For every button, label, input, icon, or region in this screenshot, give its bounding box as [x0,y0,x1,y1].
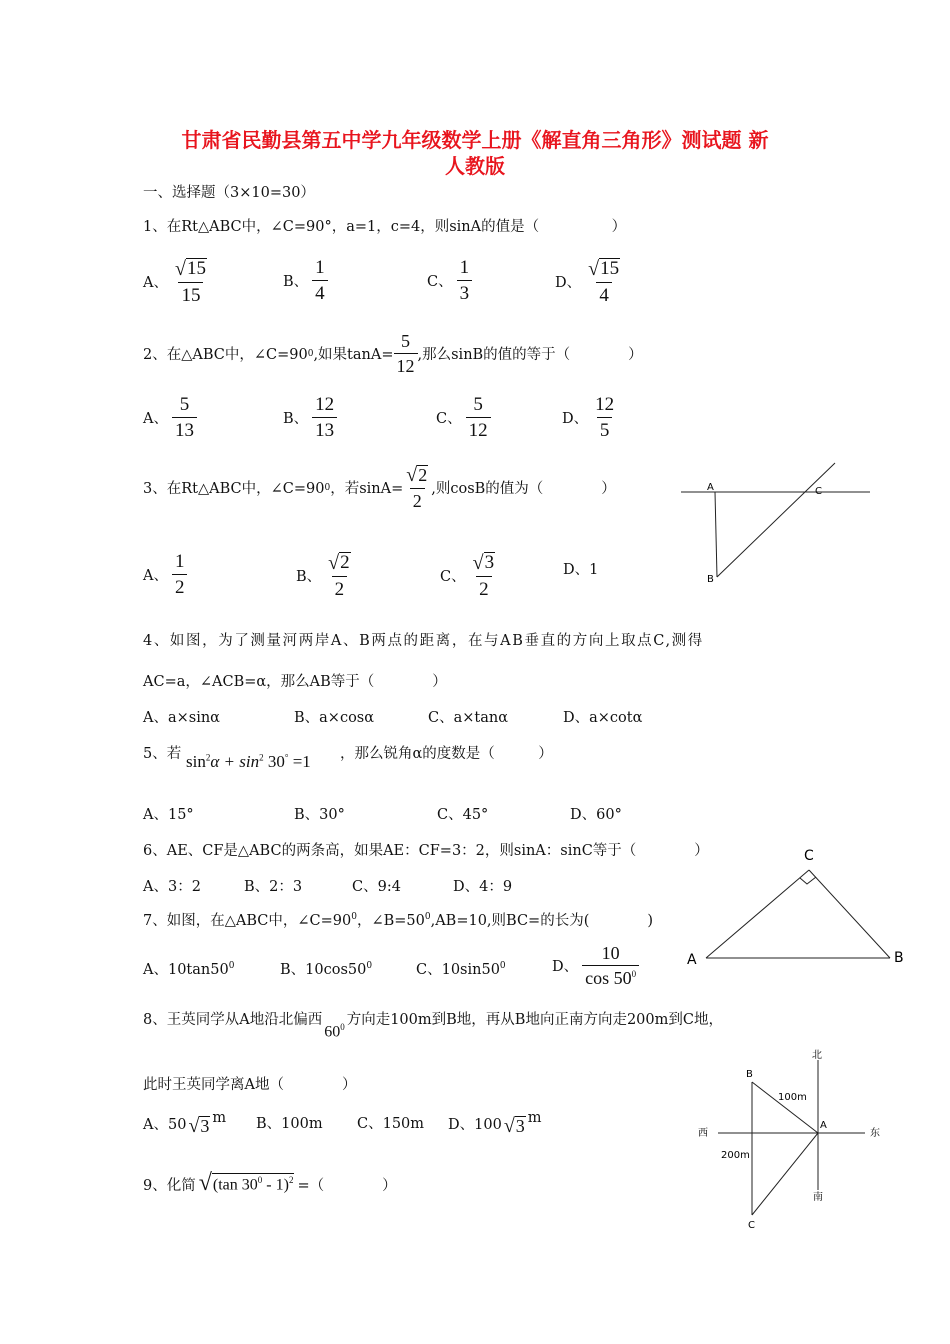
point-c-label: C [815,486,822,497]
q8-figure [690,1040,890,1235]
question-1: 1、在Rt△ABC中，∠C=90°，a=1，c=4，则sinA的值是（ ） [143,219,627,235]
point-b-label: B [707,574,714,585]
question-4-line1: 4、如图，为了测量河两岸A、B两点的距离，在与AB垂直的方向上取点C,测得 [143,633,704,649]
segment-bc [717,463,835,577]
point-a-label: A [820,1120,827,1131]
q3-option-d: D、1 [563,562,599,578]
q5-option-a: A、15° [143,807,194,823]
q5-option-d: D、60° [570,807,622,823]
segment-ab [715,492,717,577]
q1-option-b: B、 $\frac{1}{4}$ [283,258,328,303]
q7-option-a: A、$10\tan 50^0$ [143,961,235,978]
question-8-line2: 此时王英同学离A地（ ） [143,1077,357,1093]
q8-option-d: D、100 √ 3 m [448,1110,542,1137]
q5-option-c: C、45° [437,807,489,823]
q7-option-c: C、$10\sin 50^0$ [416,961,506,978]
question-6: 6、AE、CF是△ABC的两条高，如果AE：CF=3：2，则sinA：sinC等于（ ） [143,843,709,859]
q6-option-a: A、3：2 [143,879,201,895]
question-5-suffix: ，那么锐角α的度数是（ ） [340,746,553,762]
point-b-label: B [746,1069,753,1080]
east-label: 东 [870,1128,880,1139]
q3-option-a: A、 $\frac{1}{2}$ [143,552,187,597]
q6-option-d: D、4：9 [453,879,513,895]
distance-200m-label: 200m [721,1150,750,1161]
q7-option-b: B、$10\cos 50^0$ [280,961,373,978]
question-5-prefix: 5、若 [143,746,182,762]
q8-option-b: B、100m [256,1116,323,1132]
question-4-line2: AC=a，∠ACB=α，那么AB等于（ ） [143,674,447,690]
point-c-label: C [804,848,814,864]
q4-option-d: D、a×cotα [563,710,643,726]
question-2: 2、在△ABC中，∠C=90 0 ,如果tanA= $\frac{5}{12}$ ,那么sinB的值的等于（ ） [143,331,643,376]
point-a-label: A [687,952,697,968]
distance-100m-label: 100m [778,1092,807,1103]
q6-option-b: B、2：3 [244,879,303,895]
south-label: 南 [813,1192,823,1203]
question-9: 9、化简 √ (tan $30^0 - 1)^2$ =（ ） [143,1169,397,1196]
q3-option-c: C、 √ 3 2 [440,551,495,600]
q1-option-a: A、 √ 15 15 [143,257,206,306]
question-8-line1: 8、王英同学从A地沿北偏西$60^0$ 方向走100m到B地，再从B地向正南方向走200m到C地， [143,1012,723,1040]
q2-option-c: C、 $\frac{5}{12}$ [436,395,491,440]
question-7: 7、如图，在△ABC中，$\angle C=90^0$，$\angle B=50^0,AB=10$,则BC=的长为( ) [143,912,654,929]
q8-option-a: A、50 √ 3 m [143,1110,227,1137]
segment-cb [809,870,890,958]
q4-option-c: C、a×tanα [428,710,508,726]
right-angle-mark [800,877,816,884]
segment-ac [706,870,809,958]
q8-option-c: C、150m [357,1116,425,1132]
q1-option-d: D、 √ 15 4 [555,257,620,306]
q1-option-c: C、 $\frac{1}{3}$ [427,258,472,303]
q3-figure [675,455,875,590]
q5-formula: $\sin^2\alpha + \sin^2 30^\circ =1$ [186,752,311,771]
page-title-line2: 人教版 [445,154,505,178]
q5-option-b: B、30° [294,807,345,823]
q7-figure [680,842,910,970]
q6-option-c: C、9:4 [352,879,401,895]
q7-option-d: D、 $\frac{10}{\cos 50^0}$ [552,944,639,987]
north-label: 北 [812,1050,822,1061]
q2-option-b: B、 $\frac{12}{13}$ [283,395,337,440]
page-title: 甘肃省民勤县第五中学九年级数学上册《解直角三角形》测试题 新 [181,128,769,152]
q3-option-b: B、 √ 2 2 [296,551,350,600]
q4-option-b: B、a×cosα [294,710,375,726]
point-b-label: B [894,950,904,966]
question-3: 3、在Rt△ABC中，∠C=90 0 ，若sinA= √ 2 2 ,则cosB的值为（ ） [143,464,616,511]
segment-ac [752,1133,818,1215]
point-c-label: C [748,1220,755,1231]
west-label: 西 [698,1128,708,1139]
q2-option-d: D、 $\frac{12}{5}$ [562,394,615,441]
q2-option-a: A、 $\frac{5}{13}$ [143,395,197,440]
segment-ab [752,1082,818,1133]
point-a-label: A [707,482,714,493]
q4-option-a: A、a×sinα [143,710,220,726]
section-heading: 一、选择题（3×10=30） [143,185,315,201]
